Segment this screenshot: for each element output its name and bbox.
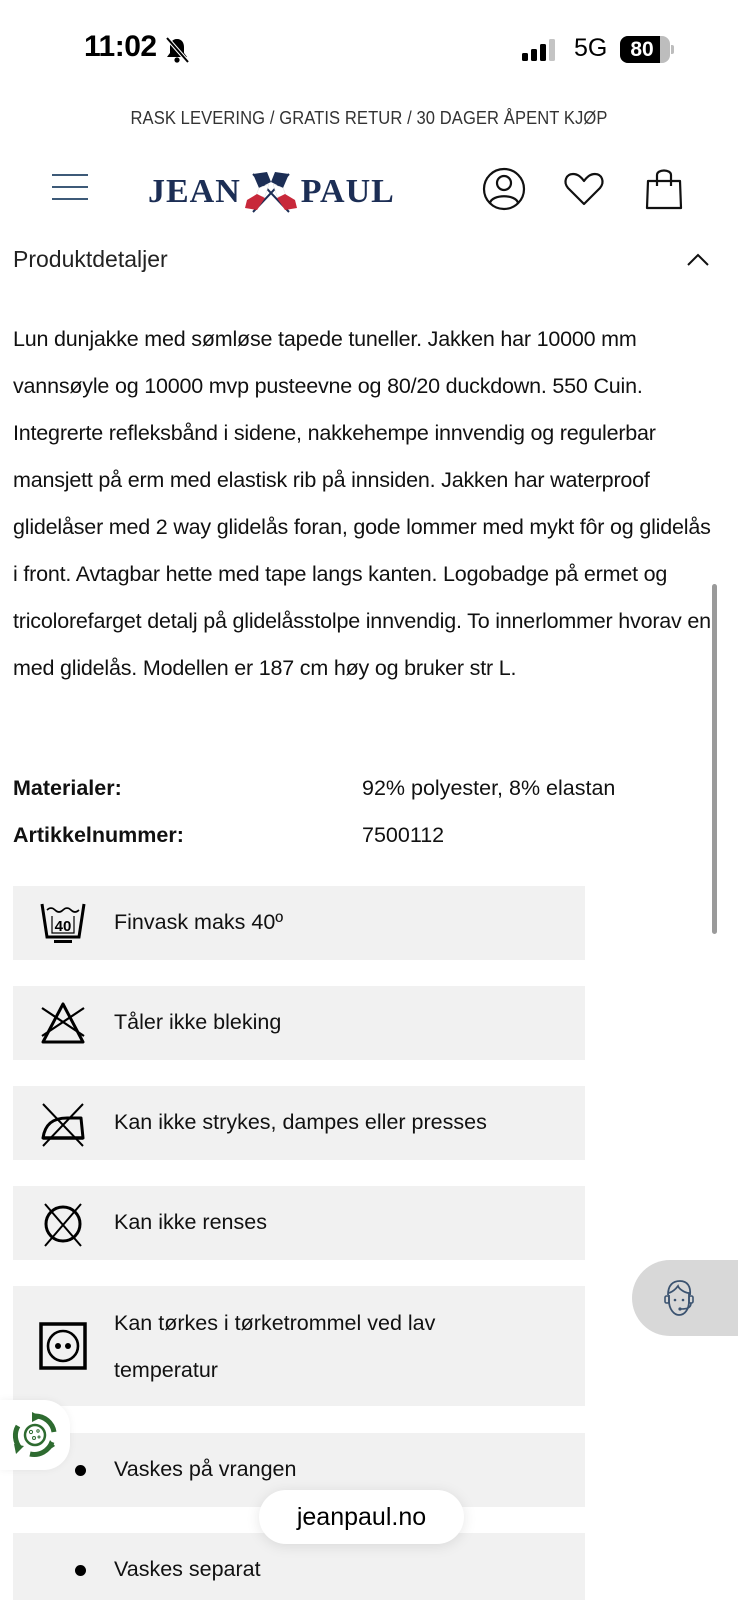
user-account-icon[interactable] [481,166,527,212]
no-iron-icon [39,1100,87,1148]
no-dry-clean-icon [39,1200,87,1248]
site-header [0,160,738,220]
care-item [13,1286,585,1406]
no-bleach-icon [39,1000,87,1048]
product-description: Lun dunjakke med sømløse tapede tuneller. Jakken har 10000 mm vannsøyle og 10000 mvp pusteevne og 80/20 duckdown. 550 Cuin. Integrerte refleksbånd i sidene, nakkehempe innvendig og regulerbar mansjett på erm med elastisk rib på innsiden. Jakken har waterproof glidelåser med 2 way glidelås foran, gode lommer med mykt fôr og glidelås i front. Avtagbar hette med tape langs kanten. Logobadge på ermet og tricolorefarget detalj på glidelåsstolpe innvendig. To innerlommer hvorav en med glidelås. Modellen er 187 cm høy og bruker str L. [13,327,711,680]
care-text: Vaskes separat [114,1557,261,1581]
care-text-line1: Kan tørkes i tørketrommel ved lav [114,1311,436,1335]
battery-indicator [620,36,672,63]
promo-banner: RASK LEVERING / GRATIS RETUR / 30 DAGER ÅPENT KJØP [130,108,608,128]
care-item [13,1186,585,1260]
hamburger-menu-icon[interactable] [52,172,88,202]
care-item [13,886,585,960]
customer-support-button[interactable] [632,1260,738,1336]
page-scrollbar[interactable] [712,584,717,934]
status-time: 11:02 [84,30,157,63]
sustainability-recycle-icon [10,1410,60,1460]
heart-icon[interactable] [561,166,607,212]
care-item [13,986,585,1060]
battery-level: 80 [630,38,654,61]
crossed-flags-icon [243,170,299,214]
battery-body [620,36,670,63]
care-text: Vaskes på vrangen [114,1457,297,1481]
spec-value: 92% polyester, 8% elastan [362,776,616,800]
sustainability-badge[interactable] [0,1400,70,1470]
product-details-accordion[interactable] [0,238,738,282]
spec-value: 7500112 [362,823,445,847]
spec-label: Materialer: [13,776,122,800]
care-text: Tåler ikke bleking [114,1010,282,1034]
bullet-icon [75,1465,86,1476]
care-text: Kan ikke strykes, dampes eller presses [114,1110,487,1134]
care-text: Finvask maks 40º [114,910,284,934]
status-bar [0,0,738,95]
logo-word-jean: JEAN [148,173,241,210]
spec-row-materials [13,776,713,806]
care-text: Kan ikke renses [114,1210,267,1234]
brand-logo[interactable] [148,168,408,216]
spec-row-article-number [13,823,713,853]
battery-tip [671,45,674,54]
browser-url-pill[interactable]: jeanpaul.no [259,1490,464,1544]
cellular-signal-icon [522,38,562,62]
care-item [13,1086,585,1160]
chevron-up-icon[interactable] [686,252,710,268]
wash-40-icon [39,899,87,947]
bell-slash-icon [164,36,190,64]
spec-label: Artikkelnummer: [13,823,184,847]
logo-word-paul: PAUL [300,173,395,210]
network-type: 5G [574,34,608,62]
svg-text:40: 40 [54,918,72,935]
tumble-dry-low-icon [39,1322,87,1370]
care-text-line2: temperatur [114,1358,218,1382]
accordion-title: Produktdetaljer [13,246,168,272]
bullet-icon [75,1565,86,1576]
customer-support-agent-icon [659,1277,699,1319]
shopping-bag-icon[interactable] [641,166,687,212]
